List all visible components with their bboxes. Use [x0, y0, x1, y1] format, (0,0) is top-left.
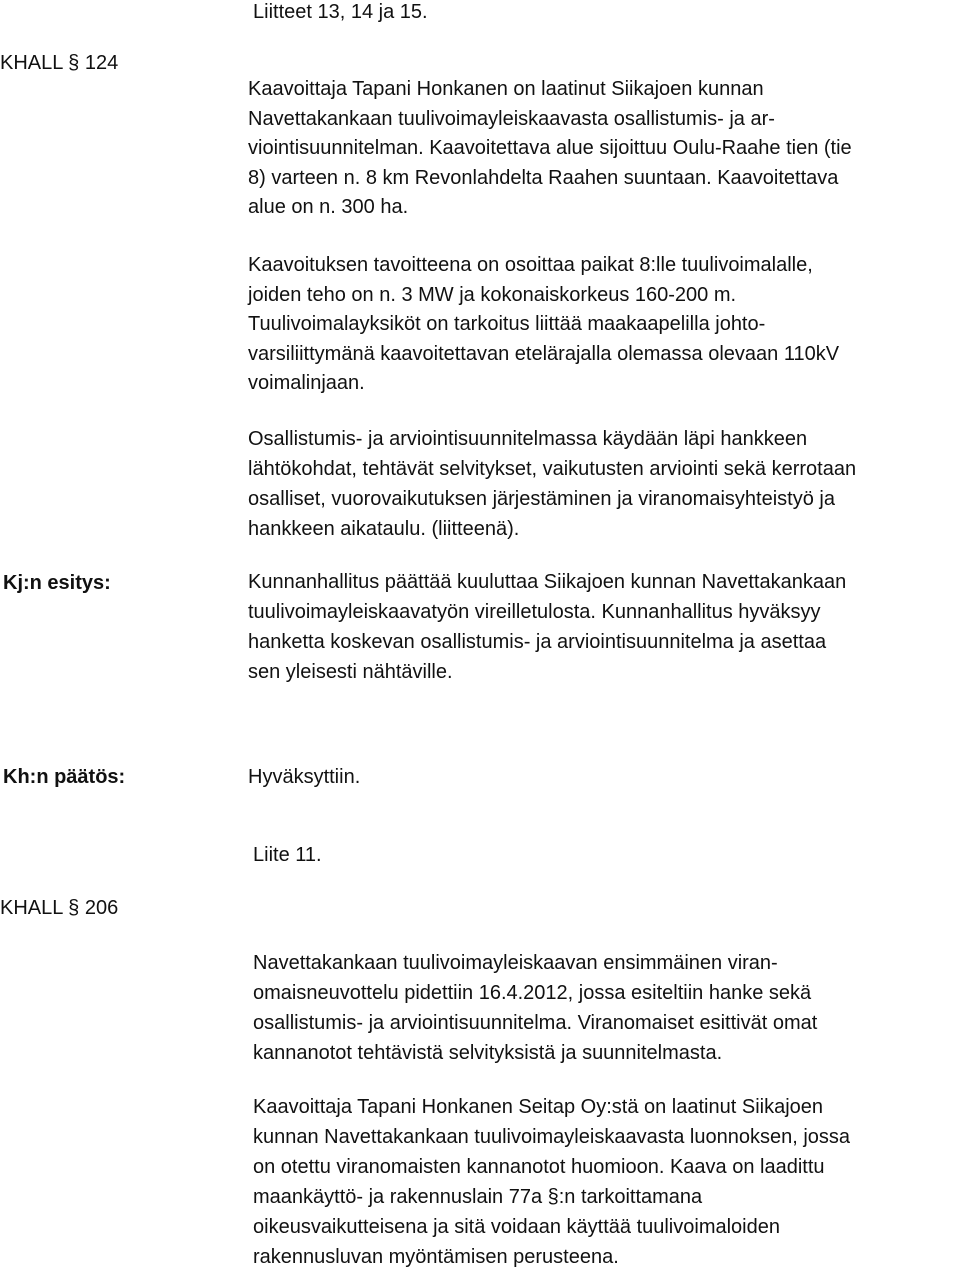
paragraph-4 — [253, 948, 817, 1068]
paragraph-line: hanketta koskevan osallistumis- ja arviointisuunnitelma ja asettaa — [248, 631, 827, 653]
paragraph-line: on otettu viranomaisten kannanotot huomioon. Kaava on laadittu — [253, 1156, 825, 1178]
paragraph-line: omaisneuvottelu pidettiin 16.4.2012, jossa esiteltiin hanke sekä — [253, 982, 812, 1004]
paragraph-line: voimalinjaan. — [248, 372, 365, 395]
paragraph-line: osallistumis- ja arviointisuunnitelma. Viranomaiset esittivät omat — [253, 1012, 818, 1034]
paragraph-line: lähtökohdat, tehtävät selvitykset, vaikutusten arviointi sekä kerrotaan — [248, 458, 857, 480]
paragraph-1 — [248, 75, 852, 223]
paragraph-line: Kaavoituksen tavoitteena on osoittaa paikat 8:lle tuulivoimalalle, — [248, 254, 813, 276]
paragraph-line: osalliset, vuorovaikutuksen järjestäminen ja viranomaisyhteistyö ja — [248, 488, 835, 510]
paragraph-line: Navettakankaan tuulivoimayleiskaavasta osallistumis- ja ar- — [248, 107, 775, 130]
paragraph-line: joiden teho on n. 3 MW ja kokonaiskorkeus 160-200 m. — [248, 283, 737, 306]
attachments-note: Liitteet 13, 14 ja 15. — [253, 1, 428, 23]
decision-text: Hyväksyttiin. — [248, 766, 361, 788]
paragraph-line: hankkeen aikataulu. (liitteenä). — [248, 518, 520, 540]
proposal-label: Kj:n esitys: — [3, 572, 111, 594]
paragraph-line: Kunnanhallitus päättää kuuluttaa Siikajoen kunnan Navettakankaan — [248, 571, 847, 593]
paragraph-line: Navettakankaan tuulivoimayleiskaavan ensimmäinen viran- — [253, 952, 778, 974]
attachment-note-liite-11: Liite 11. — [253, 844, 322, 866]
paragraph-line: Osallistumis- ja arviointisuunnitelmassa käydään läpi hankkeen — [248, 428, 808, 450]
paragraph-line: Tuulivoimalayksiköt on tarkoitus liittää maakaapelilla johto- — [248, 313, 766, 336]
paragraph-5 — [253, 1092, 850, 1272]
paragraph-line: kannanotot tehtävistä selvityksistä ja suunnitelmasta. — [253, 1042, 723, 1064]
paragraph-line: tuulivoimayleiskaavatyön vireilletulosta. Kunnanhallitus hyväksyy — [248, 601, 821, 623]
paragraph-line: rakennusluvan myöntämisen perusteena. — [253, 1246, 619, 1268]
paragraph-3 — [248, 424, 856, 544]
paragraph-line: 8) varteen n. 8 km Revonlahdelta Raahen suuntaan. Kaavoitettava — [248, 166, 839, 189]
paragraph-line: alue on n. 300 ha. — [248, 196, 409, 219]
paragraph-line: sen yleisesti nähtäville. — [248, 661, 453, 683]
paragraph-line: oikeusvaikutteisena ja sitä voidaan käyttää tuulivoimaloiden — [253, 1216, 780, 1238]
paragraph-line: viointisuunnitelman. Kaavoitettava alue sijoittuu Oulu-Raahe tien (tie — [248, 137, 852, 160]
section-label-khall-206: KHALL § 206 — [0, 897, 119, 919]
proposal-text — [248, 567, 846, 687]
decision-label: Kh:n päätös: — [3, 766, 126, 788]
paragraph-line: varsiliittymänä kaavoitettavan etelärajalla olemassa olevaan 110kV — [248, 342, 840, 365]
paragraph-line: Kaavoittaja Tapani Honkanen Seitap Oy:stä on laatinut Siikajoen — [253, 1096, 824, 1118]
paragraph-line: Kaavoittaja Tapani Honkanen on laatinut Siikajoen kunnan — [248, 78, 764, 100]
paragraph-2 — [248, 251, 839, 399]
paragraph-line: maankäyttö- ja rakennuslain 77a §:n tarkoittamana — [253, 1186, 703, 1208]
paragraph-line: kunnan Navettakankaan tuulivoimayleiskaavasta luonnoksen, jossa — [253, 1126, 851, 1148]
section-label-khall-124: KHALL § 124 — [0, 52, 119, 74]
